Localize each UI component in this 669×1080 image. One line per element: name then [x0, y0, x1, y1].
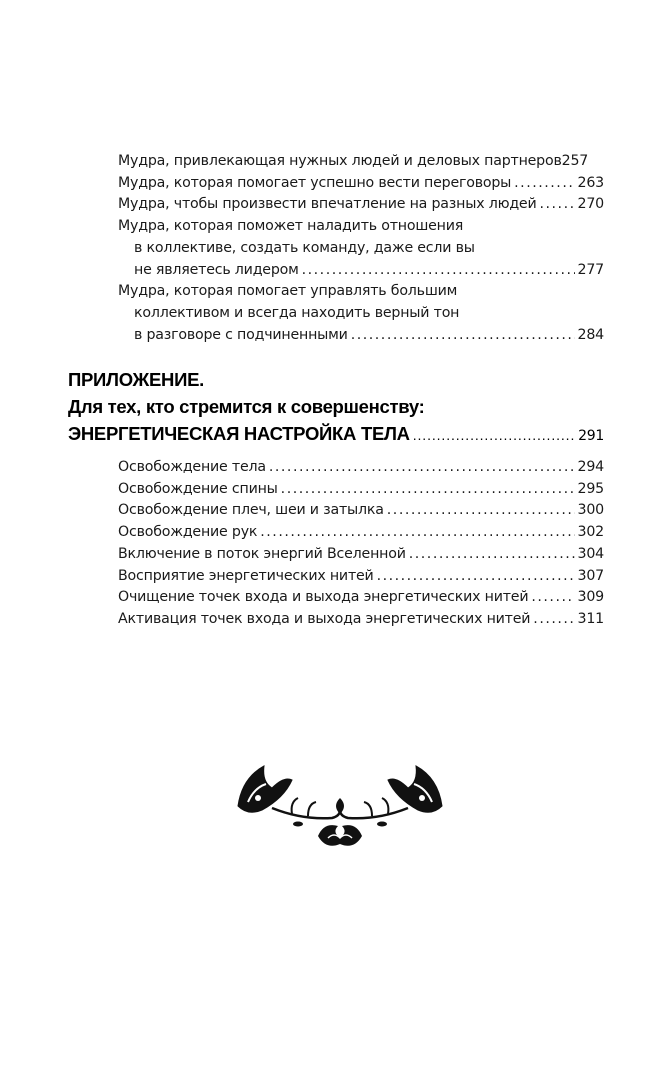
entry-title-line: Мудра, которая поможет наладить отношения: [118, 218, 464, 235]
toc-entry[interactable]: [118, 522, 604, 544]
dot-leader: [281, 479, 575, 501]
page-number: 295: [577, 480, 604, 497]
toc-entry[interactable]: [118, 281, 604, 346]
entry-title: Освобождение плеч, шеи и затылка: [118, 502, 384, 519]
toc-entry[interactable]: [118, 566, 604, 588]
appendix-title: ЭНЕРГЕТИЧЕСКАЯ НАСТРОЙКА ТЕЛА: [68, 423, 410, 444]
toc-entry[interactable]: [118, 544, 604, 566]
dot-leader: [409, 544, 575, 566]
dot-leader: [351, 325, 575, 347]
appendix-heading[interactable]: [68, 366, 604, 450]
toc-section-appendix: [118, 457, 604, 631]
toc-entry[interactable]: [118, 479, 604, 501]
page-number: 291: [578, 428, 604, 444]
page-number: 311: [577, 610, 604, 627]
page-number: 270: [577, 196, 604, 213]
dot-leader: [413, 422, 575, 449]
page-number: 284: [577, 326, 604, 343]
dot-leader: [539, 194, 574, 216]
entry-title: Мудра, которая помогает успешно вести переговоры: [118, 174, 512, 191]
entry-title: Включение в поток энергий Вселенной: [118, 545, 406, 562]
page-number: 302: [577, 524, 604, 541]
toc-entry[interactable]: [118, 151, 604, 173]
entry-title: Мудра, привлекающая нужных людей и деловых партнеров: [118, 153, 562, 169]
toc-entry[interactable]: [118, 457, 604, 479]
dot-leader: [531, 587, 574, 609]
page-number: 263: [577, 174, 604, 191]
entry-title: Освобождение рук: [118, 524, 258, 541]
toc-section-mudras: [118, 151, 604, 346]
entry-title-line: Мудра, которая помогает управлять большим: [118, 283, 458, 300]
page-number: 300: [577, 502, 604, 519]
page-number: 307: [577, 567, 604, 584]
entry-title: Активация точек входа и выхода энергетических нитей: [118, 610, 531, 627]
dot-leader: [533, 609, 574, 631]
dot-leader: [260, 522, 574, 544]
page-number: 277: [577, 261, 604, 278]
toc-entry[interactable]: [118, 216, 604, 281]
dot-leader: [269, 457, 575, 479]
entry-title-line: в разговоре с подчиненными: [134, 326, 348, 343]
entry-title-line: не являетесь лидером: [134, 261, 299, 278]
appendix-subtitle: Для тех, кто стремится к совершенству:: [68, 396, 425, 417]
appendix-label: ПРИЛОЖЕНИЕ.: [68, 369, 204, 390]
entry-title: Освобождение тела: [118, 459, 266, 475]
entry-title: Очищение точек входа и выхода энергетических нитей: [118, 589, 529, 606]
entry-title: Восприятие энергетических нитей: [118, 567, 374, 584]
dot-leader: [302, 260, 575, 282]
floral-ornament-icon: [232, 758, 448, 858]
toc-entry[interactable]: [118, 609, 604, 631]
dot-leader: [377, 566, 575, 588]
toc-entry[interactable]: [118, 194, 604, 216]
page-number: 294: [577, 459, 604, 475]
entry-title-line: в коллективе, создать команду, даже если вы: [134, 239, 475, 256]
entry-title: Мудра, чтобы произвести впечатление на разных людей: [118, 196, 537, 213]
dot-leader: [387, 500, 575, 522]
page-number: 257: [561, 153, 589, 169]
entry-title-line: коллективом и всегда находить верный тон: [134, 304, 460, 321]
toc-entry[interactable]: [118, 173, 604, 195]
page-number: 304: [577, 545, 604, 562]
dot-leader: [514, 173, 574, 195]
entry-title: Освобождение спины: [118, 480, 278, 497]
toc-entry[interactable]: [118, 587, 604, 609]
page-number: 309: [577, 589, 604, 606]
toc-entry[interactable]: [118, 500, 604, 522]
